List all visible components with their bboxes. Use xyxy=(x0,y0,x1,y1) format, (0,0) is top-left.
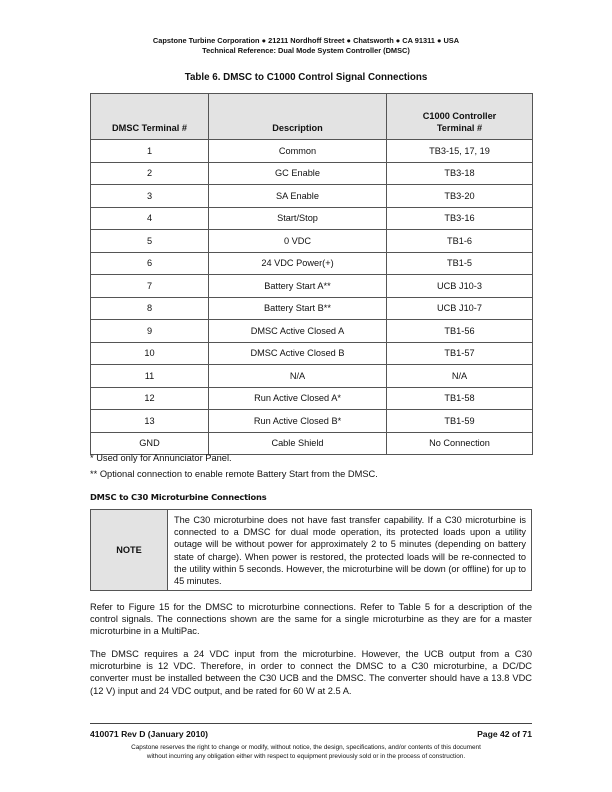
terminal-cell: 5 xyxy=(91,230,209,253)
controller-terminal-cell: No Connection xyxy=(387,432,533,455)
terminal-cell: 3 xyxy=(91,185,209,208)
controller-terminal-cell: TB1-56 xyxy=(387,320,533,343)
controller-terminal-cell: UCB J10-7 xyxy=(387,297,533,320)
description-cell: Cable Shield xyxy=(209,432,387,455)
terminal-cell: 8 xyxy=(91,297,209,320)
note-label: NOTE xyxy=(91,510,168,591)
controller-terminal-cell: TB3-15, 17, 19 xyxy=(387,140,533,163)
controller-terminal-cell: N/A xyxy=(387,365,533,388)
controller-terminal-cell: TB3-16 xyxy=(387,207,533,230)
terminal-cell: 10 xyxy=(91,342,209,365)
table-row xyxy=(91,275,533,298)
description-cell: SA Enable xyxy=(209,185,387,208)
note-box xyxy=(90,509,532,591)
description-cell: N/A xyxy=(209,365,387,388)
header-document-line: Technical Reference: Dual Mode System Controller (DMSC) xyxy=(202,46,410,55)
controller-terminal-cell: TB1-57 xyxy=(387,342,533,365)
column-header-c1000-line1: C1000 Controller xyxy=(422,111,497,121)
table-row xyxy=(91,410,533,433)
description-cell: DMSC Active Closed B xyxy=(209,342,387,365)
footnote-battery-start: ** Optional connection to enable remote Battery Start from the DMSC. xyxy=(90,469,378,479)
controller-terminal-cell: UCB J10-3 xyxy=(387,275,533,298)
controller-terminal-cell: TB1-58 xyxy=(387,387,533,410)
description-cell: Start/Stop xyxy=(209,207,387,230)
table-footnotes xyxy=(90,450,378,482)
disclaimer-line2: without incurring any obligation either with respect to equipment previously sold or in the process of construction. xyxy=(146,753,466,760)
table-row xyxy=(91,297,533,320)
description-cell: Run Active Closed B* xyxy=(209,410,387,433)
description-cell: GC Enable xyxy=(209,162,387,185)
page-header xyxy=(0,36,612,56)
table-row xyxy=(91,320,533,343)
header-company-line: Capstone Turbine Corporation ● 21211 Nordhoff Street ● Chatsworth ● CA 91311 ● USA xyxy=(152,36,460,45)
terminal-cell: 11 xyxy=(91,365,209,388)
section-heading: DMSC to C30 Microturbine Connections xyxy=(90,492,267,502)
controller-terminal-cell: TB3-20 xyxy=(387,185,533,208)
paragraph-connections: Refer to Figure 15 for the DMSC to microturbine connections. Refer to Table 5 for a description of the control signals. The connections shown are the same for a single microturbine as they are for a master microturbine in a MultiPac. xyxy=(90,602,532,637)
description-cell: 0 VDC xyxy=(209,230,387,253)
table-row xyxy=(91,252,533,275)
table-row xyxy=(91,387,533,410)
column-header-dmsc-terminal: DMSC Terminal # xyxy=(91,94,209,140)
description-cell: 24 VDC Power(+) xyxy=(209,252,387,275)
terminal-cell: 9 xyxy=(91,320,209,343)
disclaimer-line1: Capstone reserves the right to change or modify, without notice, the design, specifications, and/or contents of this document xyxy=(131,744,481,751)
description-cell: Run Active Closed A* xyxy=(209,387,387,410)
footer-page-number: Page 42 of 71 xyxy=(477,729,532,739)
column-header-c1000-line2: Terminal # xyxy=(436,123,483,133)
footer-disclaimer xyxy=(0,743,612,761)
terminal-cell: 1 xyxy=(91,140,209,163)
terminal-cell: GND xyxy=(91,432,209,455)
controller-terminal-cell: TB1-6 xyxy=(387,230,533,253)
controller-terminal-cell: TB1-59 xyxy=(387,410,533,433)
table-row xyxy=(91,207,533,230)
column-header-description: Description xyxy=(209,94,387,140)
paragraph-dc-converter: The DMSC requires a 24 VDC input from the microturbine. However, the UCB output from a C30 microturbine is 12 VDC. Therefore, in order to connect the DMSC to a C30 microturbine, a DC/DC converter must be installed between the C30 UCB and the DMSC. The converter should have a 13.8 VDC (12 V) input and 24 VDC output, and be rated for 60 W at 2.5 A. xyxy=(90,649,532,696)
terminal-cell: 7 xyxy=(91,275,209,298)
description-cell: DMSC Active Closed A xyxy=(209,320,387,343)
table-header-row xyxy=(91,94,533,140)
note-text: The C30 microturbine does not have fast transfer capability. If a C30 microturbine is connected to a DMSC for dual mode operation, its protected loads upon a utility outage will be without power for approximately 2 to 5 minutes (depending on battery state of charge). When power is restored, the protected loads will be re-connected to the utility within 5 seconds. However, the microturbine will be down (or offline) for up to 45 minutes. xyxy=(168,510,532,591)
terminal-cell: 13 xyxy=(91,410,209,433)
table-row xyxy=(91,230,533,253)
terminal-cell: 6 xyxy=(91,252,209,275)
table-row xyxy=(91,365,533,388)
table-row xyxy=(91,342,533,365)
terminal-cell: 4 xyxy=(91,207,209,230)
footer-divider xyxy=(90,723,532,724)
terminal-cell: 12 xyxy=(91,387,209,410)
table-row xyxy=(91,140,533,163)
footnote-annunciator: * Used only for Annunciator Panel. xyxy=(90,453,232,463)
description-cell: Battery Start A** xyxy=(209,275,387,298)
table-row xyxy=(91,162,533,185)
column-header-c1000-terminal xyxy=(387,94,533,140)
table-row xyxy=(91,185,533,208)
signal-connections-table xyxy=(90,93,533,455)
description-cell: Battery Start B** xyxy=(209,297,387,320)
description-cell: Common xyxy=(209,140,387,163)
controller-terminal-cell: TB1-5 xyxy=(387,252,533,275)
table-title: Table 6. DMSC to C1000 Control Signal Connections xyxy=(184,72,428,83)
footer-document-number: 410071 Rev D (January 2010) xyxy=(90,729,209,739)
terminal-cell: 2 xyxy=(91,162,209,185)
controller-terminal-cell: TB3-18 xyxy=(387,162,533,185)
